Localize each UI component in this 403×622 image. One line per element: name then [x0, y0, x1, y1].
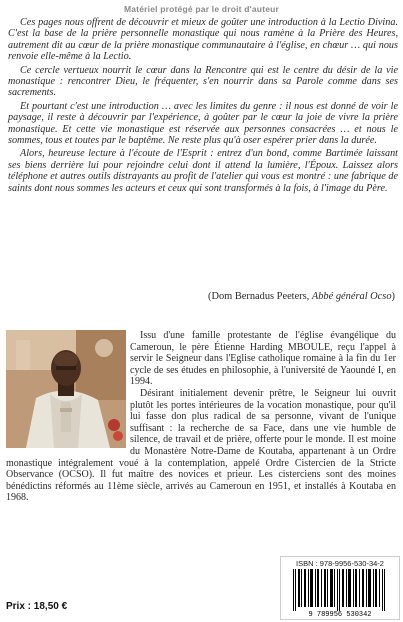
signature-role: Abbé général Ocso	[311, 291, 392, 302]
barcode-icon	[289, 569, 391, 617]
price-label: Prix : 18,50 €	[6, 601, 68, 612]
intro-paragraph-4: Alors, heureuse lecture à l'écoute de l'Esprit : entrez d'un bond, comme Bartimée laissant ses biens derrière lui pour rejoindre celui dont il attend la lumière, l'Époux. Laissez alors téléphone et autres outils distrayants au profit de l'atelier qui vous est montré : une fabrique de saints dont nous sommes les acteurs et ceux qui sont transformés à la fois, à l'image du Père.	[8, 148, 398, 194]
isbn-number: ISBN : 978-9956-530-34-2	[296, 559, 384, 568]
intro-text	[8, 17, 398, 196]
barcode-digits: 9 789956 530342	[308, 611, 372, 617]
signature-close: )	[391, 291, 395, 302]
copyright-watermark: Matériel protégé par le droit d'auteur	[123, 4, 280, 14]
signature-open: (Dom Bernadus Peeters,	[208, 291, 312, 302]
isbn-barcode-block	[280, 556, 400, 620]
bio-paragraph-1: Issu d'une famille protestante de l'église évangélique du Cameroun, le père Étienne Harding MBOULE, reçu l'appel à servir le Seigneur dans l'Eglise catholique romaine à la fin du 1er cycle de ses études en philosophie, à l'université de Yaoundé I, en 1994.	[130, 330, 396, 388]
author-biography	[6, 330, 396, 504]
intro-paragraph-3: Et pourtant c'est une introduction … avec les limites du genre : il nous est donné de voir le paysage, il reste à découvrir par l'expérience, à goûter par le cœur la joie de vivre la prière monastique. Et cette vie monastique est réservée aux personnes consacrées … et nous le sommes, tous et toutes par le baptême. Ne reste plus qu'à oser espérer prier dans la durée.	[8, 100, 398, 147]
intro-paragraph-1: Ces pages nous offrent de découvrir et mieux de goûter une introduction à la Lectio Divina. C'est la base de la prière personnelle monastique qui nous ramène à la Prière des Heures, autrement dit au cœur de la prière monastique communautaire à l'église, en chœur … qui nous renvoie elle-même à la Lectio.	[8, 17, 398, 63]
signature	[95, 291, 395, 302]
photo-spacer	[6, 330, 130, 447]
intro-paragraph-2: Ce cercle vertueux nourrit le cœur dans la Rencontre qui est le centre du désir de la vie monastique : rencontrer Dieu, le fréquenter, s'en nourrir dans sa Parole comme dans ses sacrements.	[8, 64, 398, 99]
bio-paragraph-2: Désirant initialement devenir prêtre, le Seigneur lui ouvrit plutôt les portes intérieures de la vocation monastique, pour qu'il lui fasse don plus radical de sa personne, vivant de l'unique suffisant : la recherche de sa Face, dans une vie humble de silence, de travail et de prière, offerte pour le monde. Il est moine du Monastère Notre-Dame de Koutaba, appartenant à un Ordre monastique intégralement voué à la contemplation, appelé Ordre Cistercien de la Stricte Observance (OCSO). Il fut maître des novices et prieur. Les cisterciens sont des moines bénédictins réformés au 11ème siècle, arrivés au Cameroun en 1951, et installés à Koutaba en 1968.	[6, 387, 396, 504]
